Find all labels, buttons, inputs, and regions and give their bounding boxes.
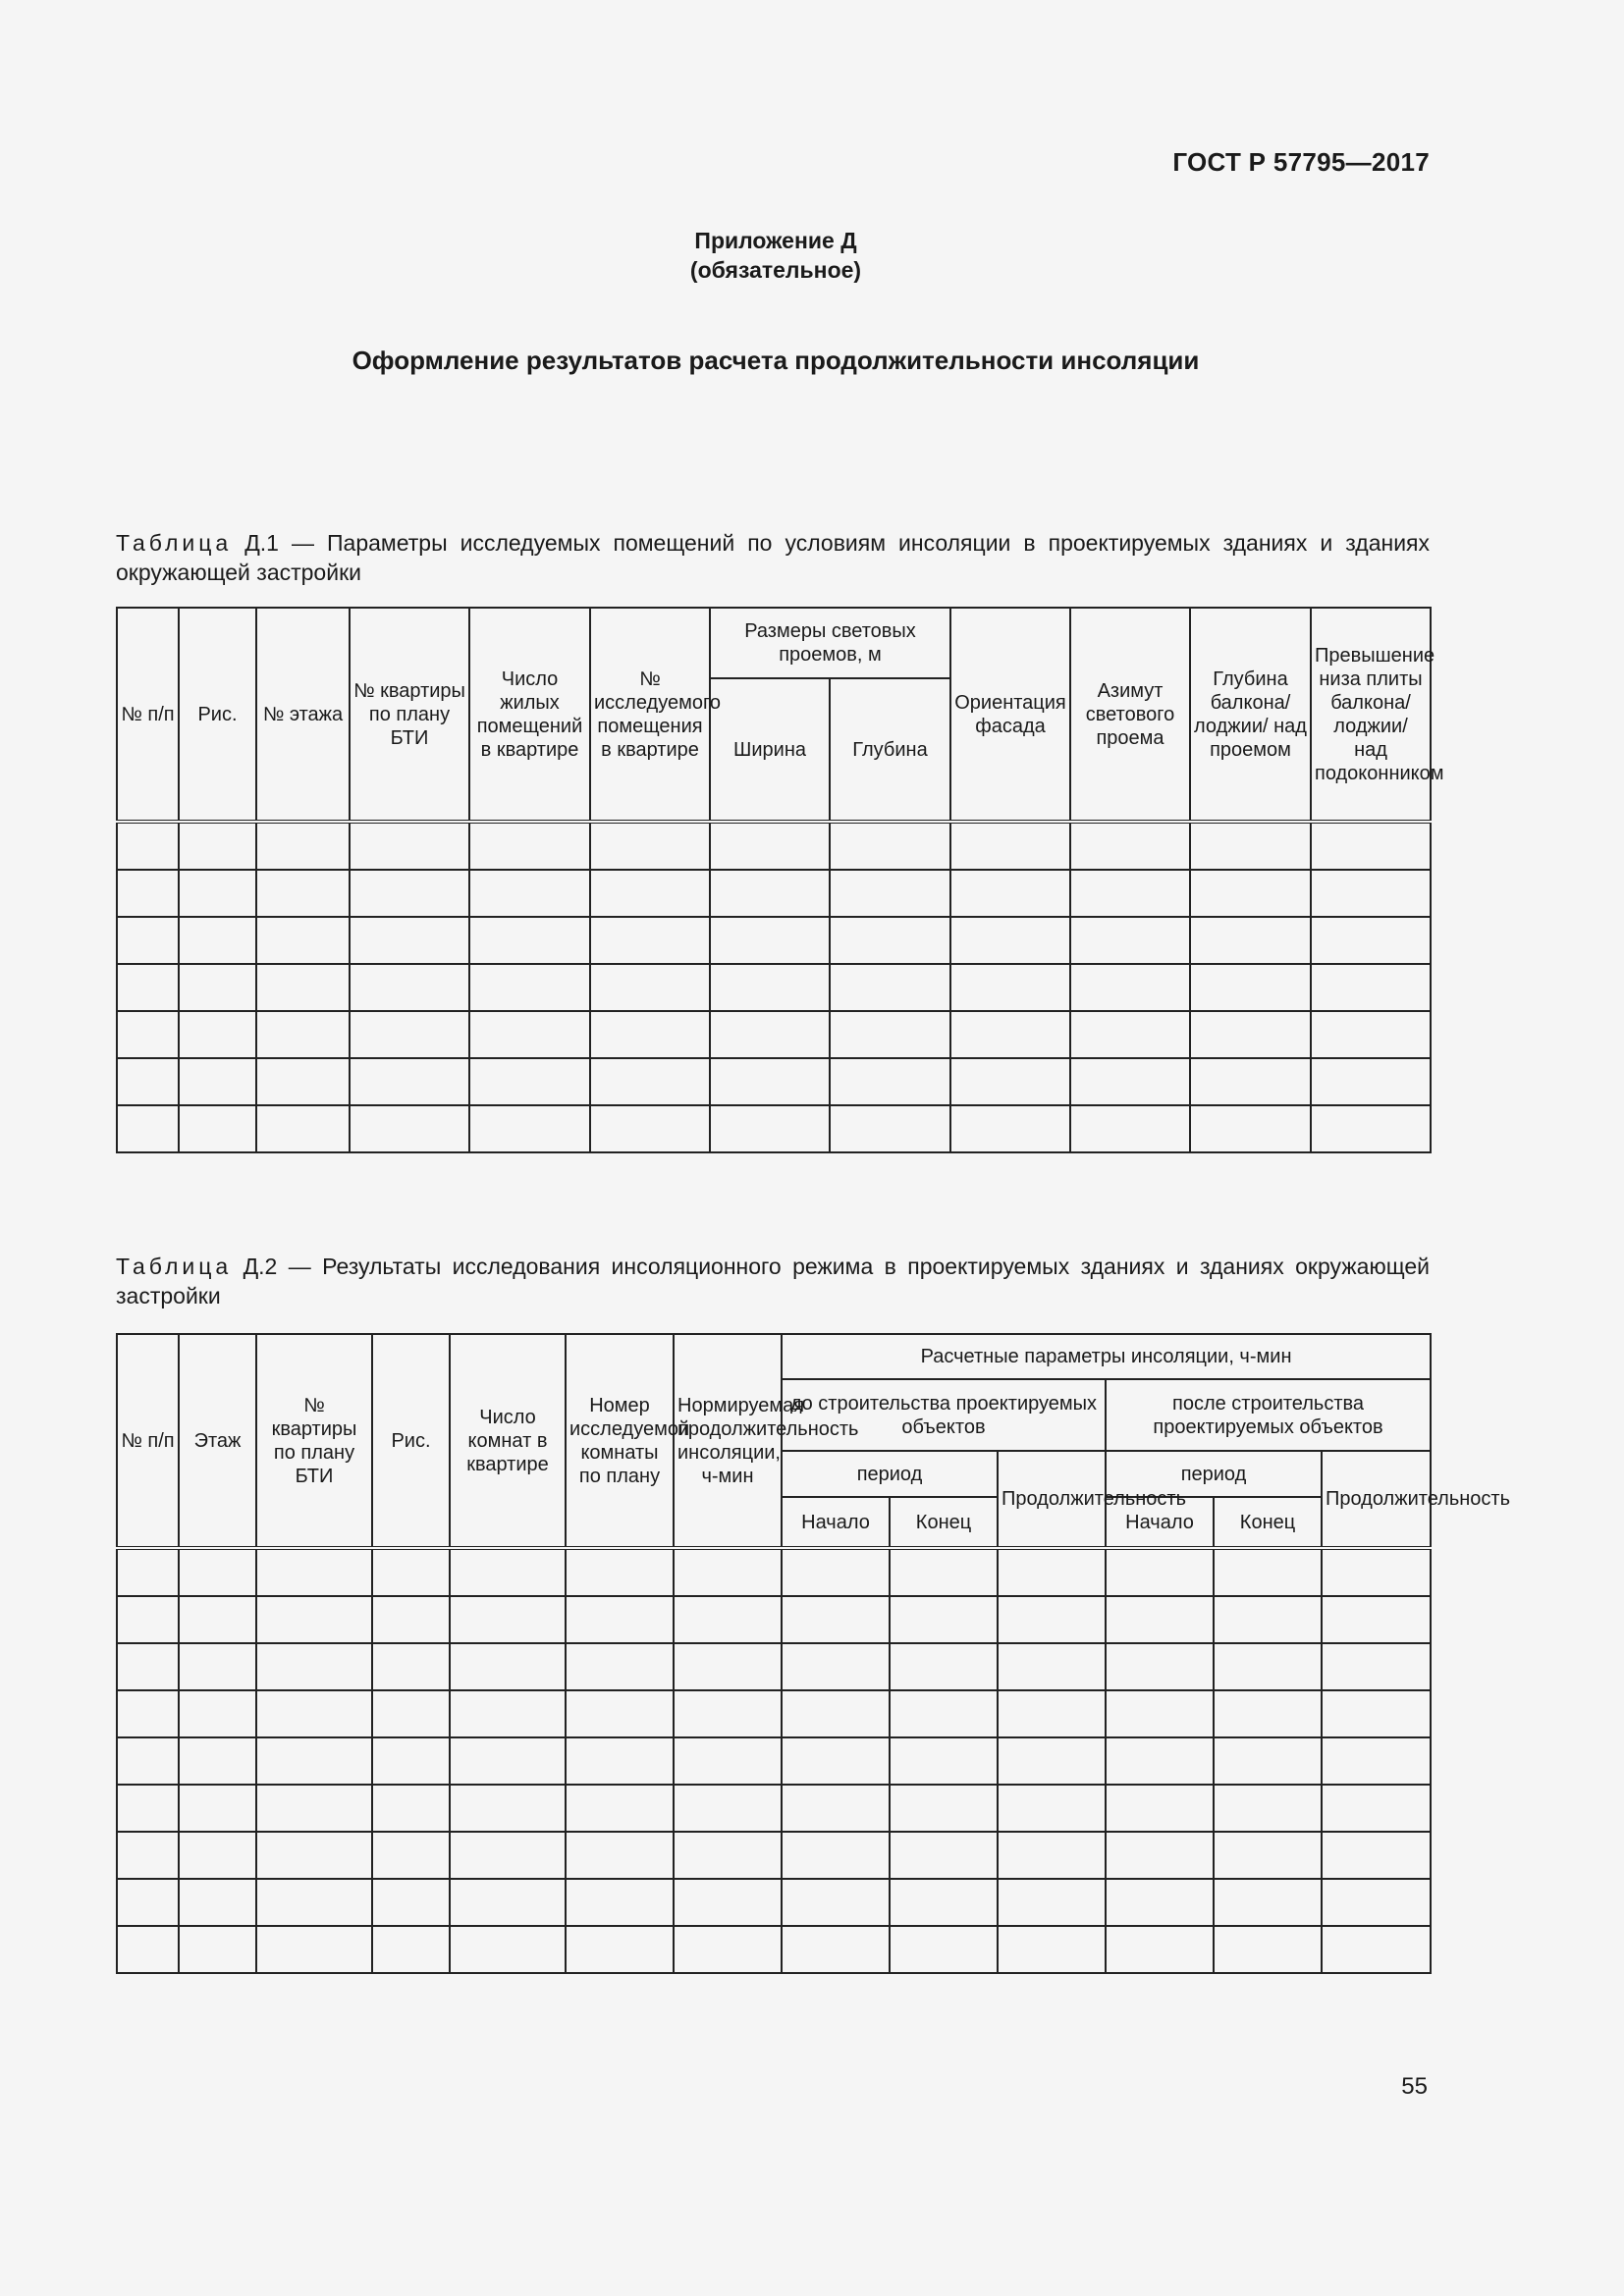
- t1-cell: [1311, 1058, 1431, 1105]
- t2-cell: [372, 1548, 450, 1596]
- t1-cell: [256, 822, 350, 870]
- t2-cell: [117, 1785, 179, 1832]
- t1-cell: [1190, 917, 1311, 964]
- t2-cell: [1322, 1643, 1431, 1690]
- t2-cell: [782, 1785, 890, 1832]
- t2-cell: [372, 1832, 450, 1879]
- t2-cell: [674, 1596, 782, 1643]
- t2-header-floor: Этаж: [179, 1334, 256, 1548]
- t2-cell: [1322, 1879, 1431, 1926]
- t2-cell: [566, 1737, 674, 1785]
- t2-cell: [1106, 1832, 1214, 1879]
- t1-header-rooms: Число жилых помещений в квартире: [469, 608, 590, 822]
- t1-cell: [350, 917, 469, 964]
- t1-header-width: Ширина: [710, 678, 830, 822]
- t1-header-azimuth: Азимут светового проема: [1070, 608, 1190, 822]
- t1-cell: [830, 917, 950, 964]
- t2-header-start-before: Начало: [782, 1497, 890, 1548]
- t2-cell: [1322, 1690, 1431, 1737]
- t2-cell: [1214, 1737, 1322, 1785]
- t2-cell: [566, 1832, 674, 1879]
- t2-row: [117, 1690, 1431, 1737]
- t2-cell: [998, 1643, 1106, 1690]
- t2-cell: [1214, 1596, 1322, 1643]
- t2-cell: [890, 1643, 998, 1690]
- t1-cell: [117, 1058, 179, 1105]
- t2-cell: [998, 1548, 1106, 1596]
- appendix-title: Приложение Д: [694, 228, 857, 253]
- t2-cell: [256, 1643, 372, 1690]
- t2-cell: [372, 1785, 450, 1832]
- t2-header-rooms: Число комнат в квартире: [450, 1334, 566, 1548]
- t2-cell: [450, 1737, 566, 1785]
- t1-header-num: № п/п: [117, 608, 179, 822]
- document-code: ГОСТ Р 57795—2017: [1172, 147, 1430, 177]
- t2-cell: [890, 1690, 998, 1737]
- t2-cell: [998, 1785, 1106, 1832]
- t1-row: [117, 822, 1431, 870]
- t2-cell: [1322, 1832, 1431, 1879]
- t1-cell: [1311, 870, 1431, 917]
- t2-cell: [890, 1737, 998, 1785]
- t2-cell: [1106, 1643, 1214, 1690]
- t1-cell: [950, 917, 1070, 964]
- table2-caption: [116, 1252, 1430, 1310]
- t1-row: [117, 870, 1431, 917]
- t2-row: [117, 1737, 1431, 1785]
- t2-cell: [566, 1548, 674, 1596]
- t2-cell: [372, 1879, 450, 1926]
- t2-cell: [782, 1926, 890, 1973]
- t1-row: [117, 1105, 1431, 1152]
- t1-cell: [830, 964, 950, 1011]
- t2-cell: [450, 1879, 566, 1926]
- t2-header-calc: Расчетные параметры инсоляции, ч-мин: [782, 1334, 1431, 1379]
- t2-cell: [782, 1832, 890, 1879]
- t2-cell: [890, 1879, 998, 1926]
- t2-cell: [566, 1643, 674, 1690]
- t2-cell: [179, 1879, 256, 1926]
- t1-cell: [179, 870, 256, 917]
- t1-cell: [590, 917, 710, 964]
- t2-cell: [1106, 1926, 1214, 1973]
- t2-cell: [450, 1832, 566, 1879]
- t1-cell: [710, 917, 830, 964]
- t2-cell: [450, 1785, 566, 1832]
- t2-row: [117, 1548, 1431, 1596]
- t1-cell: [117, 1105, 179, 1152]
- t2-cell: [1322, 1785, 1431, 1832]
- t2-row: [117, 1926, 1431, 1973]
- t1-cell: [710, 1058, 830, 1105]
- t2-cell: [117, 1926, 179, 1973]
- table1-caption: [116, 528, 1430, 587]
- t1-header-floor: № этажа: [256, 608, 350, 822]
- t2-header-end-before: Конец: [890, 1497, 998, 1548]
- t1-cell: [830, 822, 950, 870]
- t1-cell: [469, 1058, 590, 1105]
- t2-cell: [674, 1737, 782, 1785]
- t2-cell: [372, 1926, 450, 1973]
- t1-cell: [469, 917, 590, 964]
- t2-cell: [1106, 1737, 1214, 1785]
- t1-header-room-no: № исследуемого помещения в квартире: [590, 608, 710, 822]
- t1-cell: [1190, 1058, 1311, 1105]
- t2-cell: [117, 1737, 179, 1785]
- appendix-note: (обязательное): [689, 257, 862, 283]
- t2-row: [117, 1879, 1431, 1926]
- t2-cell: [117, 1596, 179, 1643]
- t2-cell: [782, 1879, 890, 1926]
- t1-header-fig: Рис.: [179, 608, 256, 822]
- t1-cell: [590, 870, 710, 917]
- t2-cell: [179, 1548, 256, 1596]
- t2-cell: [1322, 1548, 1431, 1596]
- t1-cell: [1190, 1105, 1311, 1152]
- t2-row: [117, 1832, 1431, 1879]
- t1-body: [117, 822, 1431, 1152]
- table1-caption-text: Д.1 — Параметры исследуемых помещений по условиям инсоляции в проектируемых зданиях и зданиях окружающей застройки: [116, 530, 1430, 585]
- t2-header-room-no: Номер исследуемой комнаты по плану: [566, 1334, 674, 1548]
- t2-header-norm: Нормируемая продолжительность инсоляции, ч-мин: [674, 1334, 782, 1548]
- t1-cell: [950, 870, 1070, 917]
- t2-cell: [450, 1596, 566, 1643]
- t1-cell: [1311, 1105, 1431, 1152]
- t1-row: [117, 917, 1431, 964]
- t1-cell: [179, 964, 256, 1011]
- t1-row: [117, 1011, 1431, 1058]
- t1-cell: [350, 822, 469, 870]
- t2-cell: [179, 1785, 256, 1832]
- t1-cell: [256, 1011, 350, 1058]
- t1-cell: [256, 964, 350, 1011]
- t1-cell: [950, 1105, 1070, 1152]
- t2-cell: [566, 1785, 674, 1832]
- t2-cell: [1106, 1690, 1214, 1737]
- t1-header-depth: Глубина: [830, 678, 950, 822]
- t2-cell: [782, 1596, 890, 1643]
- t1-cell: [117, 917, 179, 964]
- t1-cell: [1070, 917, 1190, 964]
- t1-cell: [179, 1011, 256, 1058]
- t1-cell: [117, 964, 179, 1011]
- t2-cell: [998, 1596, 1106, 1643]
- t1-cell: [950, 964, 1070, 1011]
- t2-cell: [566, 1879, 674, 1926]
- t1-row: [117, 964, 1431, 1011]
- t2-header-duration-before: Продолжительность: [998, 1451, 1106, 1548]
- t2-cell: [1106, 1785, 1214, 1832]
- t2-cell: [256, 1596, 372, 1643]
- page-number: 55: [1401, 2073, 1428, 2100]
- t1-cell: [1190, 964, 1311, 1011]
- t1-cell: [590, 1105, 710, 1152]
- t1-cell: [179, 1058, 256, 1105]
- appendix-heading: [0, 226, 1551, 285]
- table2-caption-text: Д.2 — Результаты исследования инсоляционного режима в проектируемых зданиях и зданиях окружающей застройки: [116, 1254, 1430, 1308]
- t2-cell: [117, 1643, 179, 1690]
- t2-cell: [1214, 1879, 1322, 1926]
- t2-cell: [117, 1548, 179, 1596]
- t1-cell: [469, 870, 590, 917]
- t2-body: [117, 1548, 1431, 1973]
- t1-cell: [830, 1011, 950, 1058]
- t2-cell: [890, 1926, 998, 1973]
- t1-cell: [710, 822, 830, 870]
- t2-cell: [1322, 1926, 1431, 1973]
- t2-header-num: № п/п: [117, 1334, 179, 1548]
- t2-cell: [1322, 1596, 1431, 1643]
- table-d2: [116, 1333, 1510, 1974]
- t2-cell: [256, 1926, 372, 1973]
- t2-cell: [1214, 1832, 1322, 1879]
- table2-label: Таблица: [116, 1254, 233, 1279]
- t1-cell: [830, 870, 950, 917]
- t2-cell: [566, 1926, 674, 1973]
- t1-row: [117, 1058, 1431, 1105]
- t2-header-apartment: № квартиры по плану БТИ: [256, 1334, 372, 1548]
- t2-cell: [179, 1690, 256, 1737]
- t1-cell: [1190, 1011, 1311, 1058]
- t2-cell: [1214, 1548, 1322, 1596]
- t2-cell: [674, 1643, 782, 1690]
- t2-cell: [372, 1737, 450, 1785]
- t2-cell: [782, 1690, 890, 1737]
- t2-cell: [998, 1879, 1106, 1926]
- t2-cell: [1106, 1548, 1214, 1596]
- t1-cell: [256, 1105, 350, 1152]
- t2-cell: [674, 1879, 782, 1926]
- t2-cell: [674, 1785, 782, 1832]
- t2-cell: [674, 1926, 782, 1973]
- t2-cell: [450, 1690, 566, 1737]
- t2-cell: [782, 1737, 890, 1785]
- t2-cell: [998, 1737, 1106, 1785]
- t1-cell: [590, 1058, 710, 1105]
- t2-cell: [450, 1643, 566, 1690]
- t1-cell: [469, 1011, 590, 1058]
- t1-cell: [350, 1058, 469, 1105]
- t2-cell: [179, 1832, 256, 1879]
- t1-cell: [830, 1058, 950, 1105]
- t1-header-balcony-depth: Глубина балкона/ лоджии/ над проемом: [1190, 608, 1311, 822]
- t1-cell: [179, 822, 256, 870]
- t1-cell: [710, 964, 830, 1011]
- t2-cell: [179, 1737, 256, 1785]
- t1-header-balcony-excess: Превышение низа плиты балкона/ лоджии/ над подоконником: [1311, 608, 1431, 822]
- t1-cell: [710, 1011, 830, 1058]
- t1-cell: [117, 1011, 179, 1058]
- t2-cell: [256, 1737, 372, 1785]
- t1-header-apartment: № квартиры по плану БТИ: [350, 608, 469, 822]
- t1-cell: [256, 1058, 350, 1105]
- t1-cell: [1070, 964, 1190, 1011]
- t2-cell: [256, 1548, 372, 1596]
- t1-cell: [1311, 1011, 1431, 1058]
- t2-row: [117, 1785, 1431, 1832]
- table-d1: [116, 607, 1444, 1153]
- t2-cell: [372, 1643, 450, 1690]
- t2-row: [117, 1643, 1431, 1690]
- t1-cell: [950, 822, 1070, 870]
- t2-cell: [256, 1832, 372, 1879]
- t1-cell: [350, 1105, 469, 1152]
- t2-header-duration-after: Продолжительность: [1322, 1451, 1431, 1548]
- t1-cell: [1070, 1011, 1190, 1058]
- t2-row: [117, 1596, 1431, 1643]
- section-title: Оформление результатов расчета продолжительности инсоляции: [352, 346, 1200, 375]
- t2-cell: [372, 1596, 450, 1643]
- t2-cell: [998, 1926, 1106, 1973]
- t1-header-openings: Размеры световых проемов, м: [710, 608, 950, 678]
- t1-cell: [469, 964, 590, 1011]
- t1-cell: [590, 1011, 710, 1058]
- t2-cell: [782, 1548, 890, 1596]
- t1-cell: [256, 870, 350, 917]
- t2-cell: [890, 1548, 998, 1596]
- t2-cell: [117, 1690, 179, 1737]
- t1-header-orientation: Ориентация фасада: [950, 608, 1070, 822]
- t2-cell: [179, 1596, 256, 1643]
- t1-cell: [179, 1105, 256, 1152]
- t2-cell: [117, 1879, 179, 1926]
- t1-cell: [950, 1011, 1070, 1058]
- t2-cell: [1214, 1926, 1322, 1973]
- t2-cell: [1214, 1643, 1322, 1690]
- t2-cell: [782, 1643, 890, 1690]
- t2-cell: [256, 1690, 372, 1737]
- t1-cell: [1070, 822, 1190, 870]
- t1-cell: [1311, 964, 1431, 1011]
- t2-cell: [890, 1832, 998, 1879]
- t2-cell: [674, 1690, 782, 1737]
- t1-cell: [256, 917, 350, 964]
- t1-cell: [590, 964, 710, 1011]
- t2-cell: [179, 1643, 256, 1690]
- t1-cell: [1311, 917, 1431, 964]
- t1-cell: [350, 870, 469, 917]
- t2-cell: [1214, 1690, 1322, 1737]
- t1-cell: [1070, 1058, 1190, 1105]
- t2-cell: [256, 1785, 372, 1832]
- t2-header-period-after: период: [1106, 1451, 1322, 1497]
- t1-cell: [1190, 822, 1311, 870]
- t1-cell: [1070, 870, 1190, 917]
- t1-cell: [1070, 1105, 1190, 1152]
- t1-cell: [590, 822, 710, 870]
- t2-cell: [890, 1596, 998, 1643]
- t2-cell: [674, 1832, 782, 1879]
- t1-cell: [710, 1105, 830, 1152]
- t1-cell: [117, 822, 179, 870]
- t2-cell: [450, 1548, 566, 1596]
- t2-cell: [372, 1690, 450, 1737]
- t2-header-period-before: период: [782, 1451, 998, 1497]
- t1-cell: [117, 870, 179, 917]
- t2-cell: [566, 1690, 674, 1737]
- t1-cell: [469, 822, 590, 870]
- t2-cell: [1106, 1596, 1214, 1643]
- t2-cell: [1322, 1737, 1431, 1785]
- t1-cell: [710, 870, 830, 917]
- t2-header-after: после строительства проектируемых объектов: [1106, 1379, 1431, 1451]
- t2-cell: [674, 1548, 782, 1596]
- t2-cell: [256, 1879, 372, 1926]
- t2-cell: [179, 1926, 256, 1973]
- t2-cell: [117, 1832, 179, 1879]
- t1-cell: [179, 917, 256, 964]
- table1-label: Таблица: [116, 530, 233, 556]
- t2-cell: [566, 1596, 674, 1643]
- t1-cell: [350, 964, 469, 1011]
- t2-cell: [1214, 1785, 1322, 1832]
- t1-cell: [469, 1105, 590, 1152]
- t1-cell: [350, 1011, 469, 1058]
- t2-cell: [1106, 1879, 1214, 1926]
- t1-cell: [1311, 822, 1431, 870]
- t1-cell: [950, 1058, 1070, 1105]
- t2-cell: [890, 1785, 998, 1832]
- t2-header-end-after: Конец: [1214, 1497, 1322, 1548]
- t1-cell: [830, 1105, 950, 1152]
- t2-header-start-after: Начало: [1106, 1497, 1214, 1548]
- t1-cell: [1190, 870, 1311, 917]
- t2-header-fig: Рис.: [372, 1334, 450, 1548]
- t2-cell: [450, 1926, 566, 1973]
- t2-cell: [998, 1690, 1106, 1737]
- t2-cell: [998, 1832, 1106, 1879]
- t2-header-before: до строительства проектируемых объектов: [782, 1379, 1106, 1451]
